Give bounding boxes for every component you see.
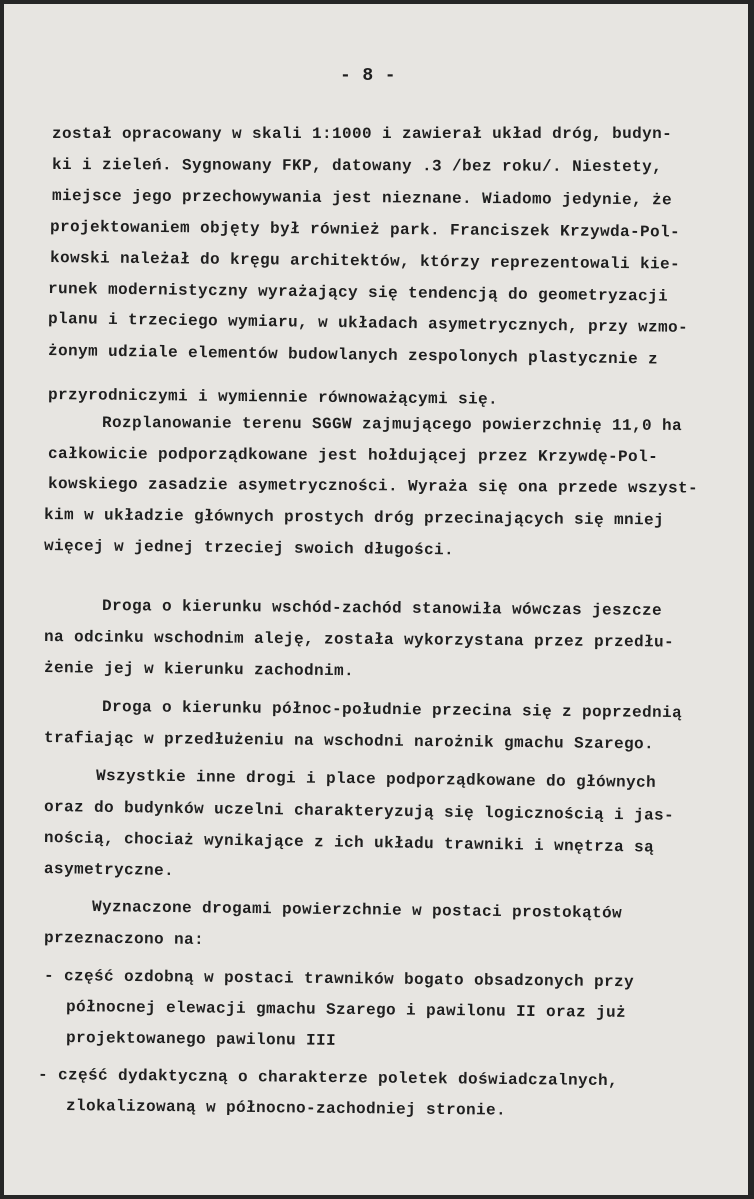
text-line: Wyznaczone drogami powierzchnie w postaci prostokątów — [91, 898, 623, 923]
text-line: kim w układzie głównych prostych dróg przecinających się mniej — [43, 506, 665, 530]
list-item-line: północnej elewacji gmachu Szarego i pawilonu II oraz już — [65, 998, 627, 1022]
text-line: kowskiego zasadzie asymetryczności. Wyraża się ona przede wszyst- — [47, 475, 699, 498]
text-line: żonym udziale elementów budowlanych zespolonych plastycznie z — [47, 342, 659, 369]
text-line: więcej w jednej trzeciej swoich długości. — [43, 537, 455, 560]
text-line: przyrodniczymi i wymiennie równoważącymi się. — [47, 386, 499, 409]
list-item-line: zlokalizowaną w północno-zachodniej stronie. — [65, 1097, 507, 1120]
list-item-line: - część ozdobną w postaci trawników bogato obsadzonych przy — [43, 967, 635, 992]
document-page — [4, 4, 748, 1195]
text-line: Rozplanowanie terenu SGGW zajmującego powierzchnię 11,0 ha — [101, 414, 683, 436]
text-line: przeznaczono na: — [43, 929, 205, 949]
text-line: Droga o kierunku wschód-zachód stanowiła wówczas jeszcze — [101, 597, 663, 620]
text-line: całkowicie podporządkowane jest hołdującej przez Krzywdę-Pol- — [47, 445, 659, 467]
text-line: projektowaniem objęty był również park. Franciszek Krzywda-Pol- — [49, 218, 681, 242]
page-number: - 8 - — [340, 66, 397, 86]
text-line: Wszystkie inne drogi i place podporządkowane do głównych — [95, 767, 657, 792]
text-line: runek modernistyczny wyrażający się tendencją do geometryzacji — [47, 280, 669, 306]
text-line: planu i trzeciego wymiaru, w układach asymetrycznych, przy wzmo- — [47, 310, 689, 337]
text-line: żenie jej w kierunku zachodnim. — [43, 659, 355, 681]
text-line: na odcinku wschodnim aleję, została wykorzystana przez przedłu- — [43, 628, 675, 652]
text-line: asymetryczne. — [43, 860, 175, 881]
text-line: został opracowany w skali 1:1000 i zawierał układ dróg, budyn- — [52, 125, 673, 143]
text-line: Droga o kierunku północ-południe przecina się z poprzednią — [101, 698, 683, 723]
text-line: miejsce jego przechowywania jest nieznane. Wiadomo jedynie, że — [51, 187, 673, 210]
text-line: ki i zieleń. Sygnowany FKP, datowany .3 /bez roku/. Niestety, — [51, 156, 663, 177]
text-line: oraz do budynków uczelni charakteryzują się logicznością i jas- — [43, 798, 675, 825]
text-line: kowski należał do kręgu architektów, którzy reprezentowali kie- — [49, 249, 681, 274]
text-line: trafiając w przedłużeniu na wschodni narożnik gmachu Szarego. — [43, 729, 655, 754]
list-item-line: projektowanego pawilonu III — [65, 1029, 337, 1050]
text-line: nością, chociaż wynikające z ich układu trawniki i wnętrza są — [43, 829, 655, 857]
list-item-line: - część dydaktyczną o charakterze poletek doświadczalnych, — [37, 1066, 619, 1091]
